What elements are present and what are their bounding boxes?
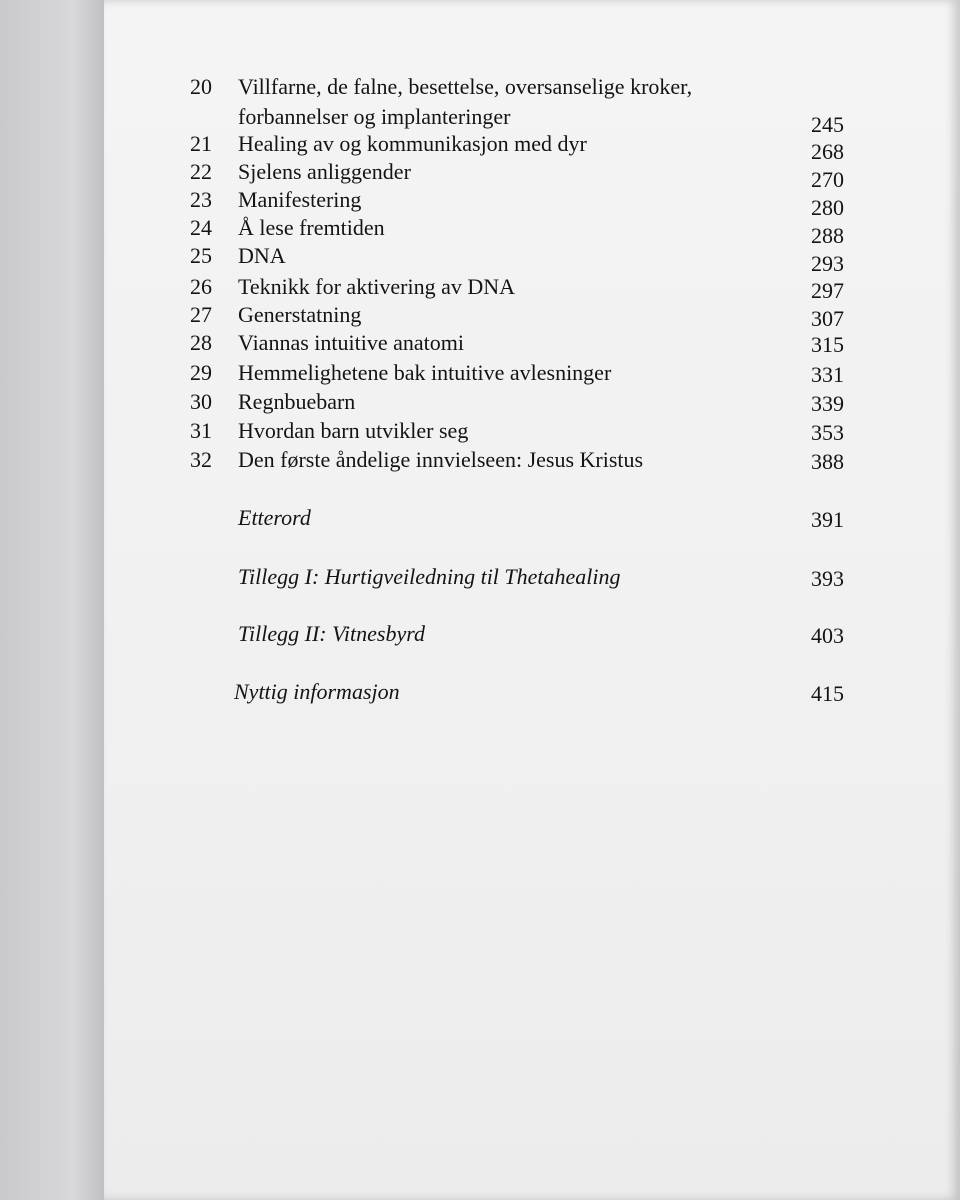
toc-entry-back-matter: [186, 679, 846, 707]
chapter-title: Viannas intuitive anatomi: [238, 330, 464, 355]
page-number: 297: [811, 278, 844, 303]
toc-entry: [190, 215, 850, 248]
chapter-number: 29: [190, 360, 212, 385]
page-number: 270: [811, 167, 844, 192]
page-number: 353: [811, 420, 844, 445]
page-number: 307: [811, 306, 844, 331]
chapter-title-line2: forbannelser og implanteringer: [238, 104, 511, 129]
chapter-number: 22: [190, 159, 212, 184]
chapter-title: Manifestering: [238, 187, 362, 212]
page-number: 293: [811, 251, 844, 276]
chapter-title-line1: Villfarne, de falne, besettelse, oversanselige kroker,: [238, 74, 693, 99]
page-number: 245: [811, 112, 844, 137]
toc-entry-back-matter: [190, 621, 850, 649]
page-number: 415: [811, 681, 844, 706]
chapter-title: DNA: [238, 243, 286, 268]
chapter-number: 27: [190, 302, 212, 327]
toc-entry: [190, 330, 850, 358]
page-number: 339: [811, 391, 844, 416]
chapter-title: Å lese fremtiden: [238, 215, 385, 240]
chapter-title: Generstatning: [238, 302, 362, 327]
page-number: 391: [811, 507, 844, 532]
chapter-number: 24: [190, 215, 212, 240]
chapter-number: 26: [190, 274, 212, 299]
chapter-number: 32: [190, 447, 212, 472]
toc-entry: [190, 74, 850, 137]
back-matter-title: Tillegg II: Vitnesbyrd: [238, 621, 425, 646]
chapter-number: 31: [190, 418, 212, 443]
chapter-number: 23: [190, 187, 212, 212]
chapter-title: Healing av og kommunikasjon med dyr: [238, 131, 587, 156]
toc-entry: [190, 159, 850, 192]
back-matter-title: Nyttig informasjon: [234, 679, 400, 704]
toc-entry: [190, 389, 850, 417]
toc-entry: [190, 187, 850, 220]
toc-entry-back-matter: [190, 564, 850, 592]
page-number: 388: [811, 449, 844, 474]
chapter-number: 20: [190, 74, 212, 99]
page-number: 393: [811, 566, 844, 591]
back-matter-title: Tillegg I: Hurtigveiledning til Thetahealing: [238, 564, 621, 589]
toc-entry: [190, 447, 850, 475]
toc-entry: [190, 360, 850, 388]
chapter-title: Teknikk for aktivering av DNA: [238, 274, 516, 299]
toc-entry: [190, 418, 850, 446]
page-number: 315: [811, 332, 844, 357]
chapter-number: 25: [190, 243, 212, 268]
chapter-title: Den første åndelige innvielseen: Jesus Kristus: [238, 447, 644, 472]
toc-entry: [190, 131, 850, 164]
chapter-title: Hemmelighetene bak intuitive avlesninger: [238, 360, 612, 385]
toc-entry: [190, 302, 850, 330]
page-number: 268: [811, 139, 844, 164]
chapter-number: 28: [190, 330, 212, 355]
chapter-number: 21: [190, 131, 212, 156]
chapter-title: Sjelens anliggender: [238, 159, 411, 184]
page-number: 288: [811, 223, 844, 248]
page-number: 280: [811, 195, 844, 220]
toc-entry-back-matter: [190, 505, 850, 533]
toc-entry: [190, 243, 850, 276]
page-number: 403: [811, 623, 844, 648]
chapter-number: 30: [190, 389, 212, 414]
chapter-title: Hvordan barn utvikler seg: [238, 418, 469, 443]
chapter-title: Regnbuebarn: [238, 389, 356, 414]
page-number: 331: [811, 362, 844, 387]
back-matter-title: Etterord: [238, 505, 311, 530]
toc-entry: [190, 274, 850, 302]
